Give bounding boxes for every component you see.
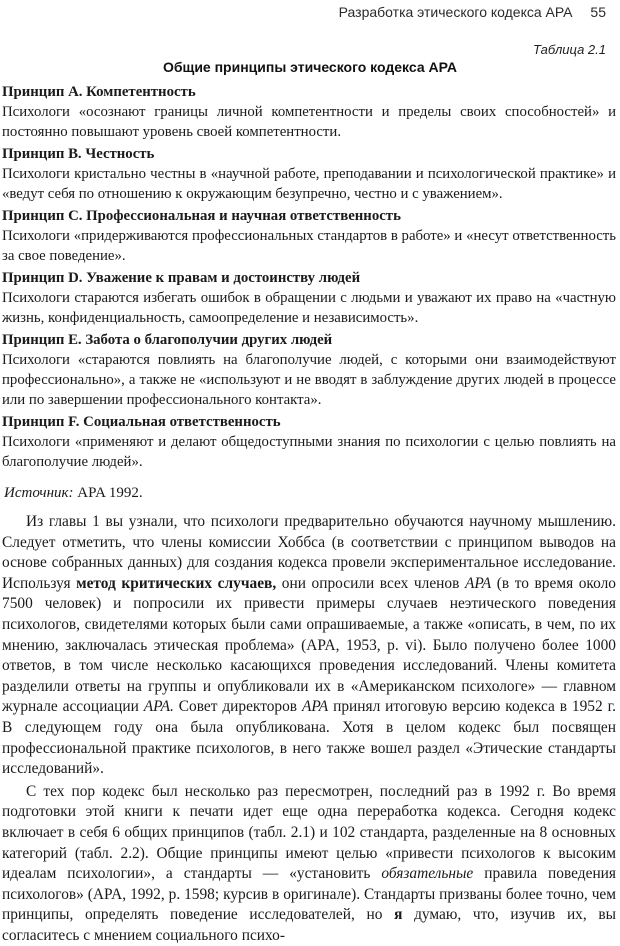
running-header (339, 4, 606, 20)
table-label: Таблица 2.1 (533, 42, 606, 57)
principles-table (2, 82, 616, 474)
principle-text: Психологи «придерживаются профессиональных стандартов в работе» и «несут ответственность за свое поведение». (2, 228, 616, 264)
principle-heading: Принцип D. Уважение к правам и достоинству людей (2, 270, 361, 286)
principle-heading: Принцип В. Честность (2, 146, 155, 162)
principle-heading: Принцип Е. Забота о благополучии других людей (2, 332, 333, 348)
principle-c (2, 206, 616, 266)
text-run: Совет директоров (173, 698, 302, 716)
table-source (4, 485, 143, 502)
text-run: они опросили всех членов (276, 574, 465, 592)
principle-text: Психологи стараются избегать ошибок в обращении с людьми и уважают их право на «частную жизнь, конфиденциальность, самоопределение и независимость». (2, 290, 616, 326)
principle-heading: Принцип F. Социальная ответственность (2, 414, 281, 430)
principle-d (2, 268, 616, 328)
body-text (2, 512, 616, 946)
principle-text: Психологи «стараются повлиять на благополучие людей, с которыми они взаимодействуют профессионально», а также не «используют и не вводят в заблуждение других людей в процессе или по завершении профессионального контакта». (2, 352, 616, 408)
apa-abbr: APA (301, 698, 329, 716)
principle-e (2, 330, 616, 410)
principle-text: Психологи «применяют и делают общедоступными знания по психологии с целью повлиять на благополучие людей». (2, 434, 616, 470)
emphasis: обязательные (381, 865, 474, 883)
running-title: Разработка этического кодекса APA (338, 4, 573, 20)
principle-b (2, 144, 616, 204)
text-run: Из главы 1 вы узнали, что психологи предварительно обучаются научному мышлению. Следует отметить, что члены комиссии Хоббса (в соответствии с принципом выводов на основе собранных данных) для создания кодекса провели экспериментальное исследование. Используя (2, 513, 616, 592)
emphasis: я (394, 906, 403, 924)
apa-abbr: APA. (143, 698, 174, 716)
principle-heading: Принцип А. Компетентность (2, 84, 196, 100)
source-label: Источник: (4, 485, 74, 501)
key-term: метод критических случаев, (76, 574, 277, 592)
page-number: 55 (590, 4, 606, 20)
principle-text: Психологи «осознают границы личной компетентности и пределы своих способностей» и постоянно повышают уровень своей компетентности. (2, 104, 616, 140)
text-run: принял итоговую версию кодекса в 1952 г. В следующем году она была опубликована. Хотя в целом кодекс был посвящен профессиональной практике психологов, в него также вошел раздел «Этические стандарты исследований». (2, 698, 616, 778)
text-run: (в то время около 7500 человек) и попросили их привести примеры случаев неэтического поведения психологов, свидетелями которых были сами опрашиваемые, а также «описать, в чем, по их мнению, заключалась этическая проблема» (APA, 1953, p. vi). Было получено более 1000 ответов, в том числе несколько касающихся проведения исследований. Члены комитета разделили ответы на группы и опубликовали их в «Американском психологе» — главном журнале ассоциации (2, 574, 616, 716)
text-run: С тех пор кодекс был несколько раз пересмотрен, последний раз в 1992 г. Во время подготовки этой книги к печати идет еще одна переработка кодекса. Сегодня кодекс включает в себя 6 общих принципов (табл. 2.1) и 102 стандарта, разделенные на 8 основных категорий (табл. 2.2). Общие принципы имеют целью «привести психологов к высоким идеалам психологии», а стандарты — «установить (2, 782, 616, 883)
apa-abbr: APA (464, 574, 492, 592)
source-value: APA 1992. (73, 485, 143, 501)
table-title: Общие принципы этического кодекса APA (162, 59, 458, 75)
text-run: думаю, что, изучив их, вы согласитесь с мнением социального психо- (2, 906, 616, 944)
principle-a (2, 82, 616, 142)
paragraph (2, 782, 616, 946)
principle-f (2, 412, 616, 472)
paragraph (2, 512, 616, 780)
text-run: правила поведения психологов» (APA, 1992, p. 1598; курсив в оригинале). Стандарты призваны более точно, чем принципы, определять поведение исследователей, но (2, 865, 616, 924)
principle-heading: Принцип С. Профессиональная и научная ответственность (2, 208, 401, 224)
principle-text: Психологи кристально честны в «научной работе, преподавании и психологической практике» и «ведут себя по отношению к окружающим безупречно, честно и с уважением». (2, 166, 616, 202)
